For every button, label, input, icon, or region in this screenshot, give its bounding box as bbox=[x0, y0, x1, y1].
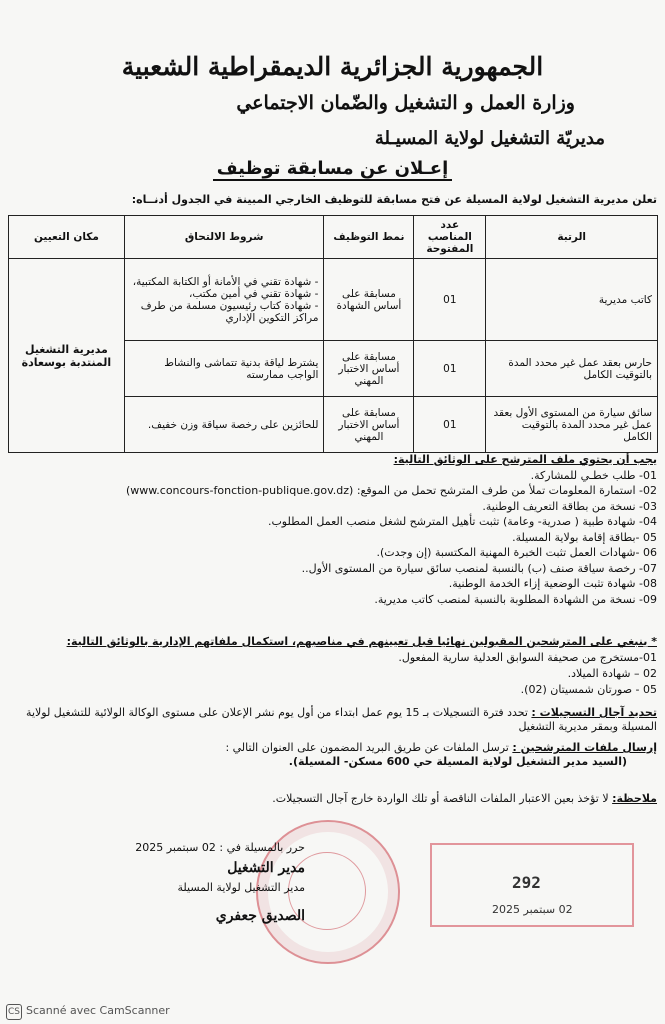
cell-count: 01 bbox=[414, 341, 486, 397]
cell-mode: مسابقة على أساس الاختبار المهني bbox=[324, 341, 414, 397]
cell-conditions bbox=[124, 259, 324, 341]
table-row bbox=[9, 259, 658, 341]
ministry-header: وزارة العمل و التشغيل والضّمان الاجتماعي bbox=[236, 92, 575, 114]
header-conditions: شروط الالتحاق bbox=[124, 216, 324, 259]
sending-label: إرسال ملفات المترشحين : bbox=[512, 741, 657, 754]
stamp-date: 02 سبتمبر 2025 bbox=[492, 903, 573, 916]
camscanner-logo-icon: CS bbox=[6, 1004, 22, 1020]
header-mode: نمط التوظيف bbox=[324, 216, 414, 259]
cell-mode: مسابقة على أساس الشهادة bbox=[324, 259, 414, 341]
note-label: ملاحظة: bbox=[612, 792, 657, 805]
sending-section bbox=[7, 741, 657, 769]
header-count: عدد المناصب المفتوحة bbox=[414, 216, 486, 259]
sending-text: ترسل الملفات عن طريق البريد المضمون على العنوان التالي : bbox=[225, 741, 509, 754]
cell-grade: كاتب مديرية bbox=[486, 259, 658, 341]
list-item: 05 - صورتان شمسيتان (02). bbox=[520, 683, 657, 696]
list-item: 09- نسخة من الشهادة المطلوبة بالنسبة لمنصب كاتب مديرية. bbox=[374, 592, 657, 606]
deadline-text: تحدد فترة التسجيلات بـ 15 يوم عمل ابتداء من أول يوم نشر الإعلان على مستوى الوكالة الولائية للتشغيل لولاية المسيلة وبمقر مديرية التشغيل bbox=[26, 706, 657, 733]
list-item: 01-مستخرج من صحيفة السوابق العدلية سارية المفعول. bbox=[398, 651, 657, 664]
condition-line: - شهادة كتاب رئيسيون مسلمة من طرف مراكز التكوين الإداري bbox=[140, 299, 319, 324]
republic-header: الجمهورية الجزائرية الديمقراطية الشعبية bbox=[121, 52, 544, 81]
stamp-number: 292 bbox=[512, 873, 541, 892]
cell-grade: حارس بعقد عمل غير محدد المدة بالتوقيت الكامل bbox=[486, 341, 658, 397]
accepted-section bbox=[7, 634, 657, 698]
list-item: 06 -شهادات العمل تثبت الخبرة المهنية المكتسبة (إن وجدت). bbox=[376, 546, 657, 559]
cell-count: 01 bbox=[414, 259, 486, 341]
cell-conditions bbox=[124, 341, 324, 397]
sending-address: (السيد مدير التشغيل لولاية المسيلة حي 600 مسكن- المسيلة). bbox=[288, 755, 627, 768]
documents-section bbox=[7, 452, 657, 607]
intro-text: تعلن مديرية التشغيل لولاية المسيلة عن فتح مسابقة للتوظيف الخارجي المبينة في الجدول أدنــاه: bbox=[131, 193, 657, 206]
condition-line: يشترط لياقة بدنية تتماشى والنشاط الواجب ممارسته bbox=[164, 356, 319, 381]
list-item: 02- استمارة المعلومات تملأ من طرف المترشح تحمل من الموقع: (www.concours-fonction-publique.gov.dz) bbox=[126, 484, 657, 497]
condition-line: - شهادة تقني في الأمانة أو الكتابة المكتبية، bbox=[132, 275, 319, 288]
cell-mode: مسابقة على أساس الاختبار المهني bbox=[324, 397, 414, 453]
list-item: 03- نسخة من بطاقة التعريف الوطنية. bbox=[482, 499, 657, 513]
signatory-name: الصديق جعفري bbox=[215, 908, 305, 924]
signature-block bbox=[95, 838, 305, 926]
cell-count: 01 bbox=[414, 397, 486, 453]
header-grade: الرتبة bbox=[486, 216, 658, 259]
condition-line: للحائزين على رخصة سياقة وزن خفيف. bbox=[147, 418, 319, 431]
list-item: 01- طلب خطـي للمشاركة. bbox=[530, 468, 657, 482]
list-item: 07- رخصة سياقة صنف (ب) بالنسبة لمنصب سائق سيارة من المستوى الأول.. bbox=[301, 561, 657, 575]
documents-heading: يجب أن يحتوي ملف المترشح على الوثائق التالية: bbox=[393, 453, 657, 466]
scanner-text: Scanné avec CamScanner bbox=[26, 1004, 170, 1017]
signatory-title: مدير التشغيل bbox=[227, 860, 305, 876]
place-date: حرر بالمسيلة في : 02 سبتمبر 2025 bbox=[135, 841, 305, 854]
cell-conditions bbox=[124, 397, 324, 453]
accepted-heading: * ينبغي على المترشحين المقبولين نهائيا قبل تعيينهم في مناصبهم، استكمال ملفاتهم الإدارية بالوثائق التالية: bbox=[66, 635, 657, 648]
scanner-footer bbox=[6, 1004, 170, 1020]
deadline-section bbox=[7, 706, 657, 734]
note-text: لا تؤخذ بعين الاعتبار الملفات الناقصة أو تلك الواردة خارج آجال التسجيلات. bbox=[272, 792, 609, 805]
list-item: 05 -بطاقة إقامة بولاية المسيلة. bbox=[512, 530, 657, 544]
directorate-header: مديريّة التشغيل لولاية المسيـلة bbox=[374, 128, 605, 149]
reception-stamp bbox=[430, 843, 634, 927]
header-place: مكان التعيين bbox=[9, 216, 125, 259]
signatory-subtitle: مدير التشغيل لولاية المسيلة bbox=[177, 881, 305, 894]
cell-place: مديرية التشغيل المنتدبة بوسعادة bbox=[9, 259, 125, 453]
condition-line: - شهادة تقني في أمين مكتب، bbox=[189, 287, 319, 300]
deadline-label: تحديد آجال التسجيلات : bbox=[531, 706, 657, 719]
cell-grade: سائق سيارة من المستوى الأول بعقد عمل غير محدد المدة بالتوقيت الكامل bbox=[486, 397, 658, 453]
positions-table bbox=[8, 215, 658, 453]
list-item: 02 – شهادة الميلاد. bbox=[567, 667, 657, 680]
list-item: 08- شهادة تثبت الوضعية إزاء الخدمة الوطنية. bbox=[448, 577, 657, 590]
table-header-row bbox=[9, 216, 658, 259]
announcement-title: إعـلان عن مسابقة توظيف bbox=[0, 158, 665, 179]
note-section bbox=[7, 792, 657, 806]
list-item: 04- شهادة طبية ( صدرية- وعامة) تثبت تأهيل المترشح لشغل منصب العمل المطلوب. bbox=[267, 515, 657, 528]
